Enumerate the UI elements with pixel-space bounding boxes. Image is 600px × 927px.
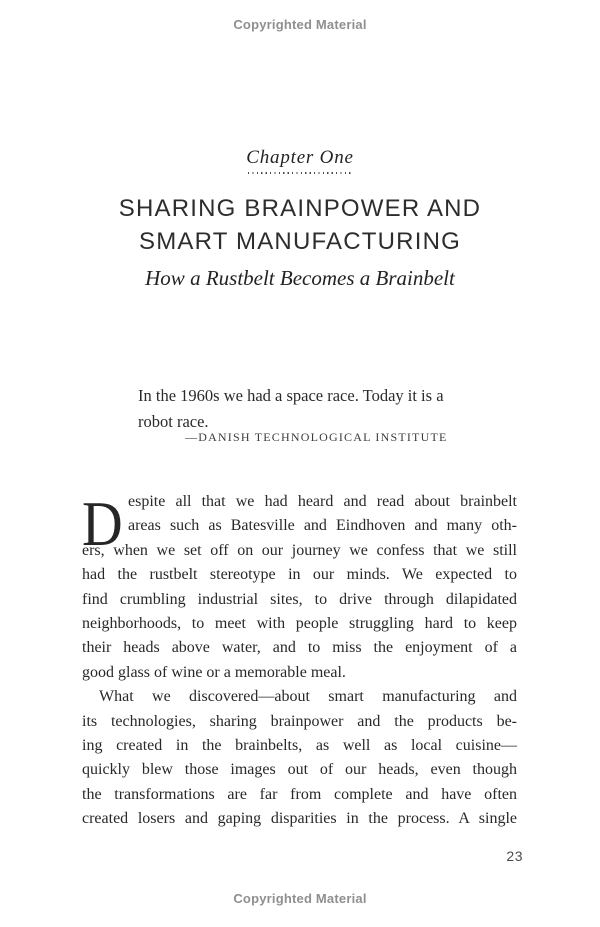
body-line: good glass of wine or a memorable meal. bbox=[82, 663, 346, 681]
body-line: espite all that we had heard and read about brainbelt bbox=[128, 493, 517, 510]
dotted-rule bbox=[248, 172, 352, 174]
body-line: find crumbling industrial sites, to drive through dilapidated bbox=[82, 590, 517, 608]
paragraph bbox=[82, 490, 517, 685]
text-line: In the 1960s we had a space race. Today it is a bbox=[138, 386, 444, 405]
copyright-notice-top: Copyrighted Material bbox=[233, 17, 367, 32]
chapter-title-line2: SMART MANUFACTURING bbox=[139, 228, 461, 255]
chapter-title bbox=[0, 192, 600, 258]
body-line: the transformations are far from complete and have often bbox=[82, 785, 517, 803]
body-line: neighborhoods, to meet with people struggling hard to keep bbox=[82, 615, 517, 633]
body-text bbox=[82, 490, 517, 832]
drop-cap: D bbox=[82, 488, 123, 559]
chapter-label: Chapter One bbox=[246, 147, 354, 168]
chapter-heading bbox=[0, 147, 600, 174]
body-line: What we discovered—about smart manufacturing and bbox=[99, 688, 517, 706]
page-number: 23 bbox=[506, 848, 523, 864]
epigraph-attribution: —DANISH TECHNOLOGICAL INSTITUTE bbox=[185, 430, 448, 444]
body-line: quickly blew those images out of our heads, even though bbox=[82, 761, 517, 779]
paragraph bbox=[82, 685, 517, 831]
text-line: robot race. bbox=[138, 411, 209, 431]
copyright-notice-bottom: Copyrighted Material bbox=[233, 891, 367, 906]
body-line: areas such as Batesville and Eindhoven and many oth- bbox=[128, 517, 517, 535]
body-line: their heads above water, and to miss the enjoyment of a bbox=[82, 639, 517, 657]
body-line: its technologies, sharing brainpower and the products be- bbox=[82, 712, 517, 730]
epigraph-quote bbox=[138, 383, 464, 434]
body-line: created losers and gaping disparities in the process. A single bbox=[82, 810, 517, 828]
chapter-title-line1: SHARING BRAINPOWER AND bbox=[118, 195, 482, 222]
body-line: ing created in the brainbelts, as well as local cuisine— bbox=[82, 737, 517, 755]
chapter-subtitle: How a Rustbelt Becomes a Brainbelt bbox=[145, 266, 455, 290]
body-line: had the rustbelt stereotype in our minds. We expected to bbox=[82, 566, 517, 584]
body-line: ers, when we set off on our journey we confess that we still bbox=[82, 541, 517, 559]
